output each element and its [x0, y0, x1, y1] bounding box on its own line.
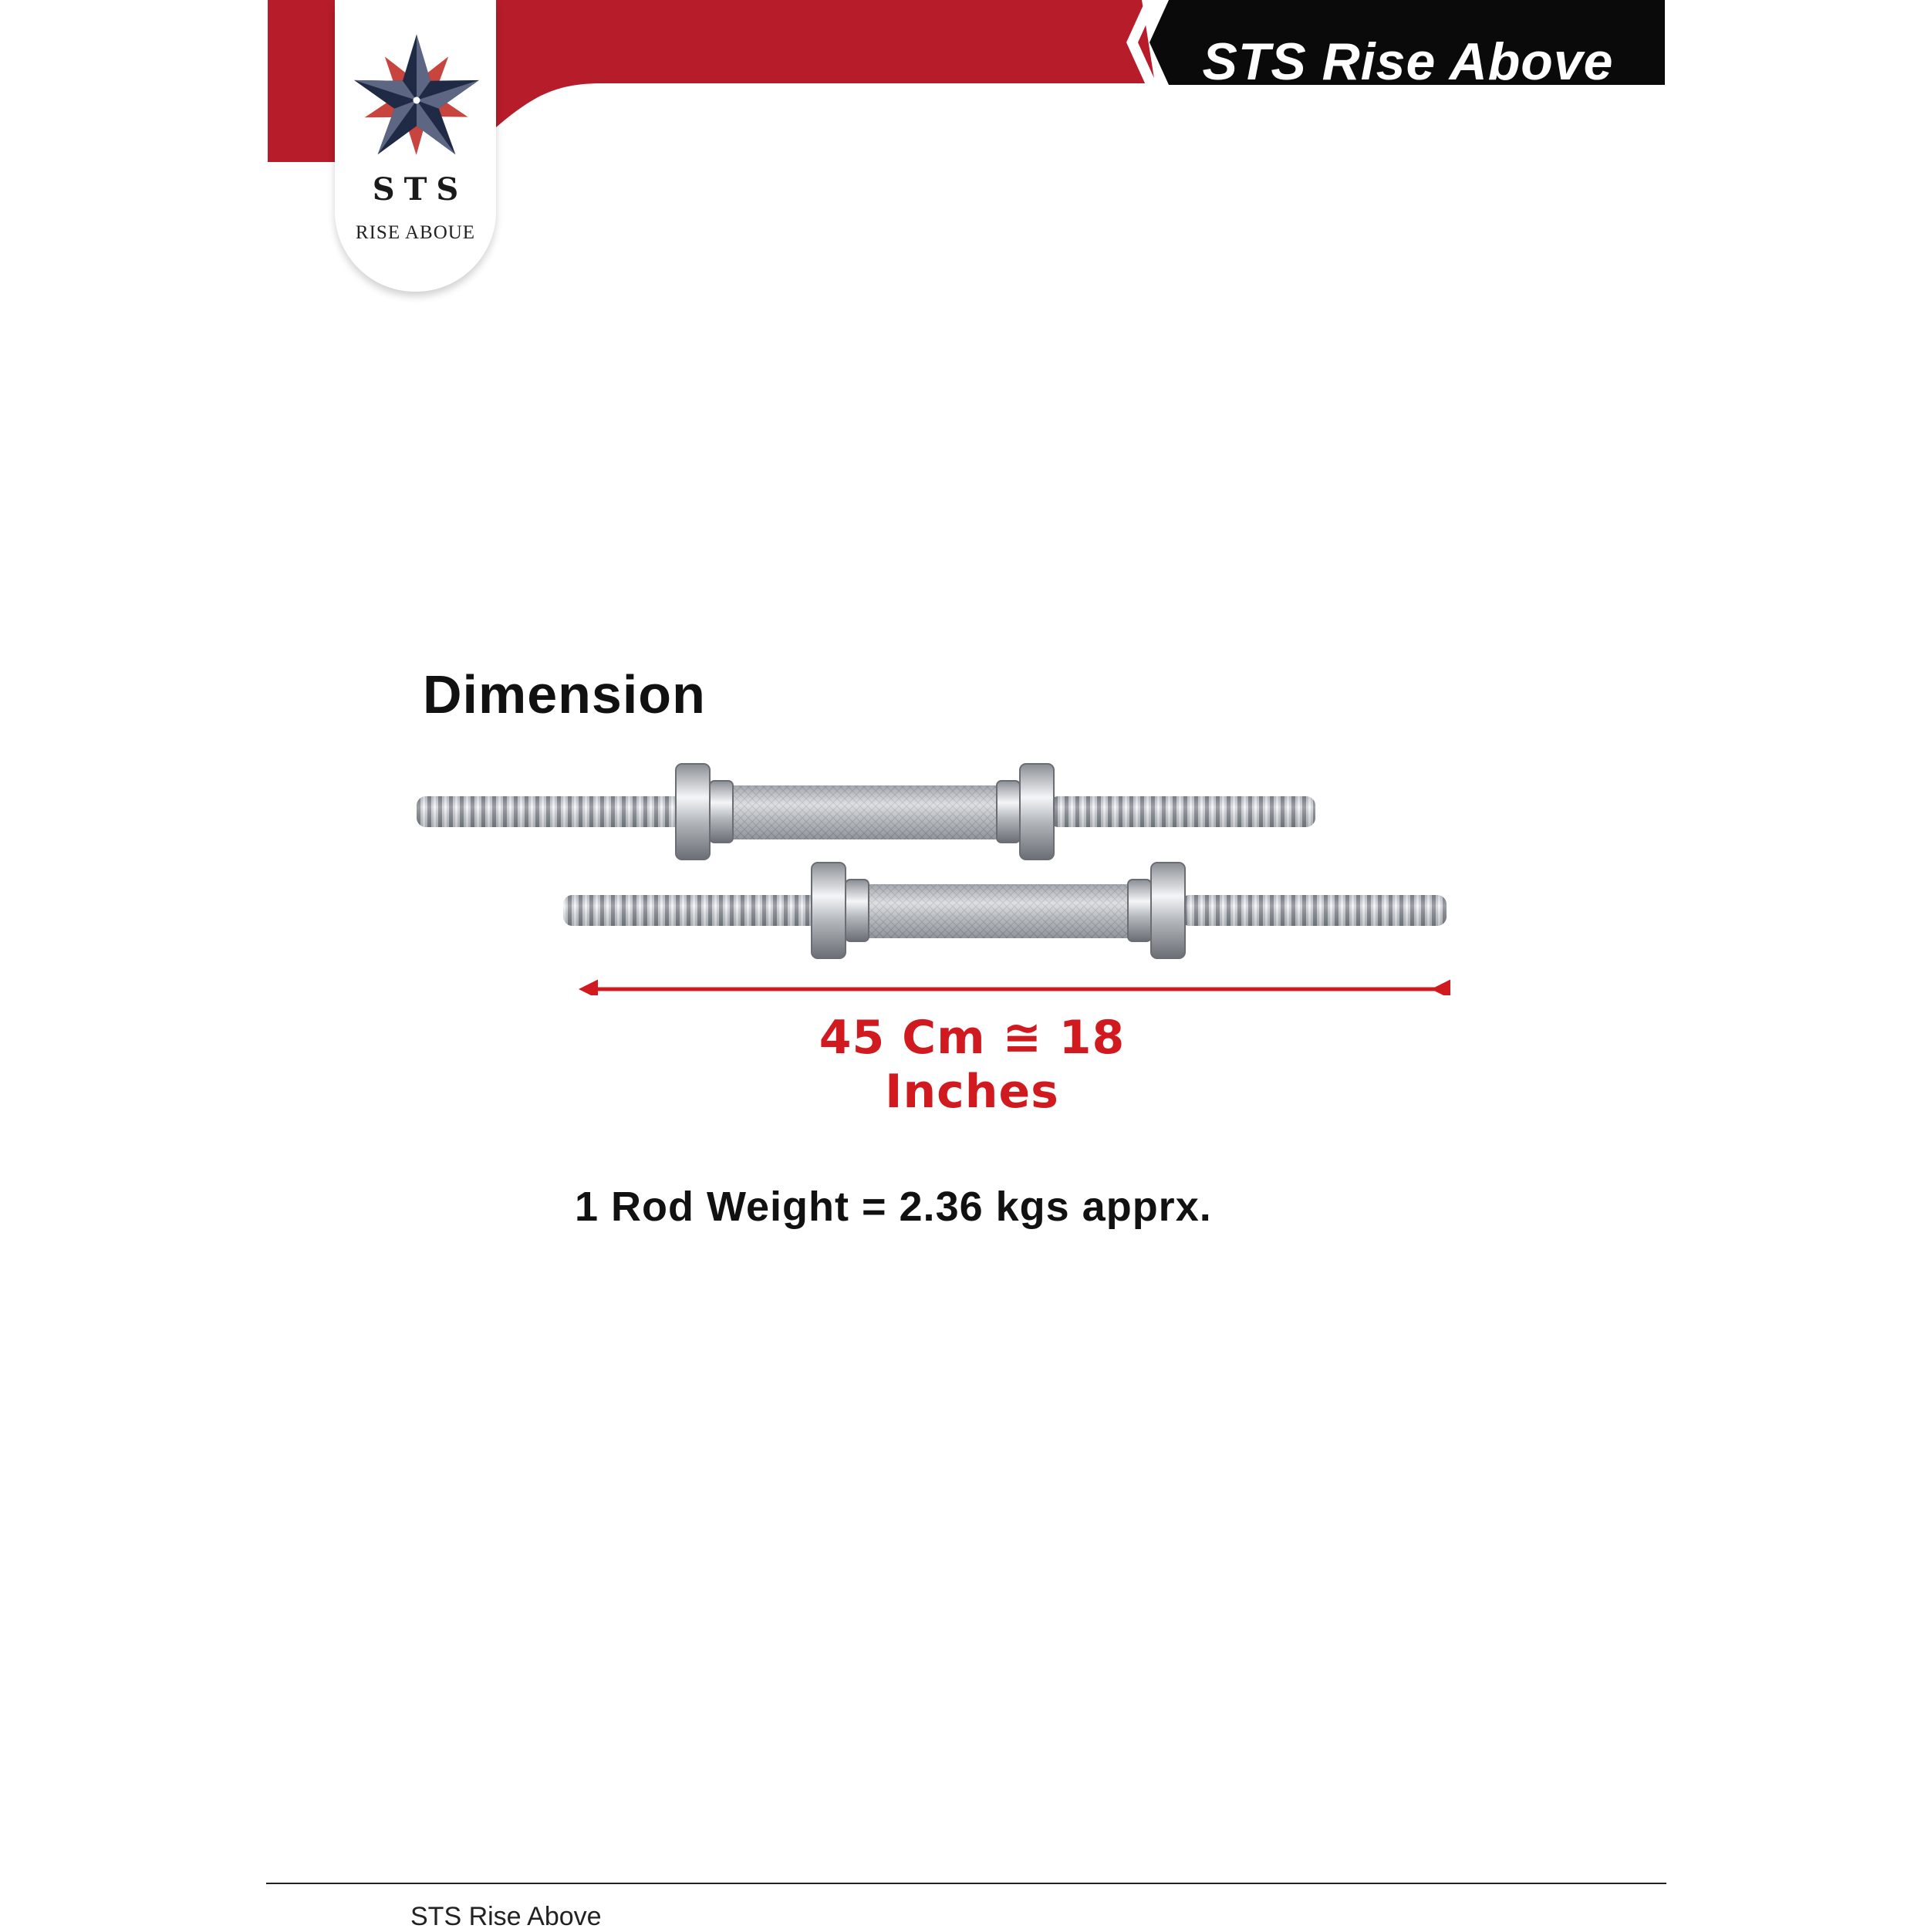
- measurement-label: 45 Cm ≅ 18 Inches: [819, 1011, 1126, 1119]
- rod-weight-text: 1 Rod Weight = 2.36 kgs apprx.: [575, 1184, 1212, 1230]
- banner-title: STS Rise Above: [1202, 32, 1614, 91]
- footer-text: STS Rise Above: [410, 1902, 602, 1931]
- logo-tagline: RISE ABOUE: [355, 222, 476, 243]
- logo-name: STS: [372, 171, 468, 208]
- footer-divider: [266, 1883, 1666, 1884]
- dumbbell-rods-illustration: [417, 748, 1466, 995]
- rod-2: [563, 863, 1447, 958]
- nautical-star-icon: [347, 31, 486, 170]
- rod-1: [417, 764, 1315, 860]
- dimension-heading: Dimension: [423, 664, 706, 724]
